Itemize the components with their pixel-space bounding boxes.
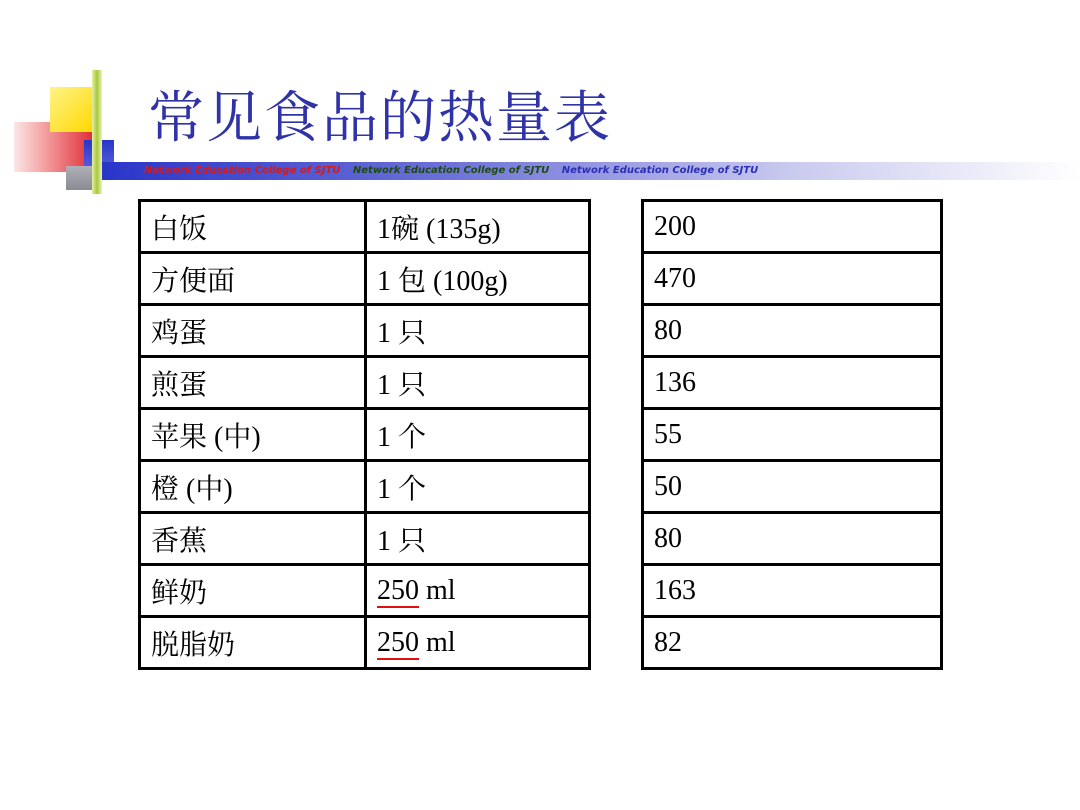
food-name-cell: 鲜奶 bbox=[140, 565, 366, 617]
slide-title: 常见食品的热量表 bbox=[148, 86, 612, 151]
portion-cell: 1 个 bbox=[366, 409, 590, 461]
table-row bbox=[643, 305, 942, 357]
portion-number: 250 bbox=[377, 626, 419, 658]
calorie-cell: 80 bbox=[643, 305, 942, 357]
portion-unit: ml bbox=[419, 626, 456, 658]
table-row bbox=[140, 201, 590, 253]
college-banner bbox=[144, 164, 1074, 178]
food-name-cell: 鸡蛋 bbox=[140, 305, 366, 357]
portion-cell: 1 只 bbox=[366, 305, 590, 357]
calorie-cell: 136 bbox=[643, 357, 942, 409]
table-row bbox=[140, 253, 590, 305]
calorie-cell: 200 bbox=[643, 201, 942, 253]
table-row bbox=[643, 201, 942, 253]
portion-cell bbox=[366, 617, 590, 669]
table-row bbox=[643, 513, 942, 565]
table-row bbox=[140, 617, 590, 669]
table-row bbox=[643, 357, 942, 409]
portion-cell: 1碗 (135g) bbox=[366, 201, 590, 253]
food-name-cell: 苹果 (中) bbox=[140, 409, 366, 461]
portion-cell: 1 只 bbox=[366, 357, 590, 409]
table-row bbox=[643, 409, 942, 461]
portion-cell: 1 个 bbox=[366, 461, 590, 513]
food-table bbox=[138, 199, 591, 670]
table-row bbox=[643, 565, 942, 617]
portion-cell bbox=[366, 565, 590, 617]
table-row bbox=[140, 357, 590, 409]
calorie-cell: 163 bbox=[643, 565, 942, 617]
calorie-cell: 470 bbox=[643, 253, 942, 305]
table-row bbox=[140, 461, 590, 513]
logo-yellow-block bbox=[50, 87, 92, 132]
table-row bbox=[140, 565, 590, 617]
portion-cell: 1 包 (100g) bbox=[366, 253, 590, 305]
banner-text-red: Network Education College of SJTU bbox=[144, 165, 341, 176]
calorie-cell: 50 bbox=[643, 461, 942, 513]
table-row bbox=[140, 409, 590, 461]
calorie-cell: 82 bbox=[643, 617, 942, 669]
table-row bbox=[140, 305, 590, 357]
food-name-cell: 煎蛋 bbox=[140, 357, 366, 409]
table-row bbox=[643, 253, 942, 305]
portion-unit: ml bbox=[419, 574, 456, 606]
calorie-cell: 55 bbox=[643, 409, 942, 461]
food-name-cell: 橙 (中) bbox=[140, 461, 366, 513]
calorie-table bbox=[641, 199, 943, 670]
portion-cell: 1 只 bbox=[366, 513, 590, 565]
table-row bbox=[643, 617, 942, 669]
banner-text-blue: Network Education College of SJTU bbox=[561, 165, 759, 176]
calorie-cell: 80 bbox=[643, 513, 942, 565]
food-name-cell: 白饭 bbox=[140, 201, 366, 253]
banner-text-green: Network Education College of SJTU bbox=[352, 165, 550, 176]
food-name-cell: 方便面 bbox=[140, 253, 366, 305]
table-row bbox=[140, 513, 590, 565]
logo-green-bar bbox=[92, 70, 102, 194]
portion-number: 250 bbox=[377, 574, 419, 606]
food-name-cell: 脱脂奶 bbox=[140, 617, 366, 669]
food-name-cell: 香蕉 bbox=[140, 513, 366, 565]
table-row bbox=[643, 461, 942, 513]
